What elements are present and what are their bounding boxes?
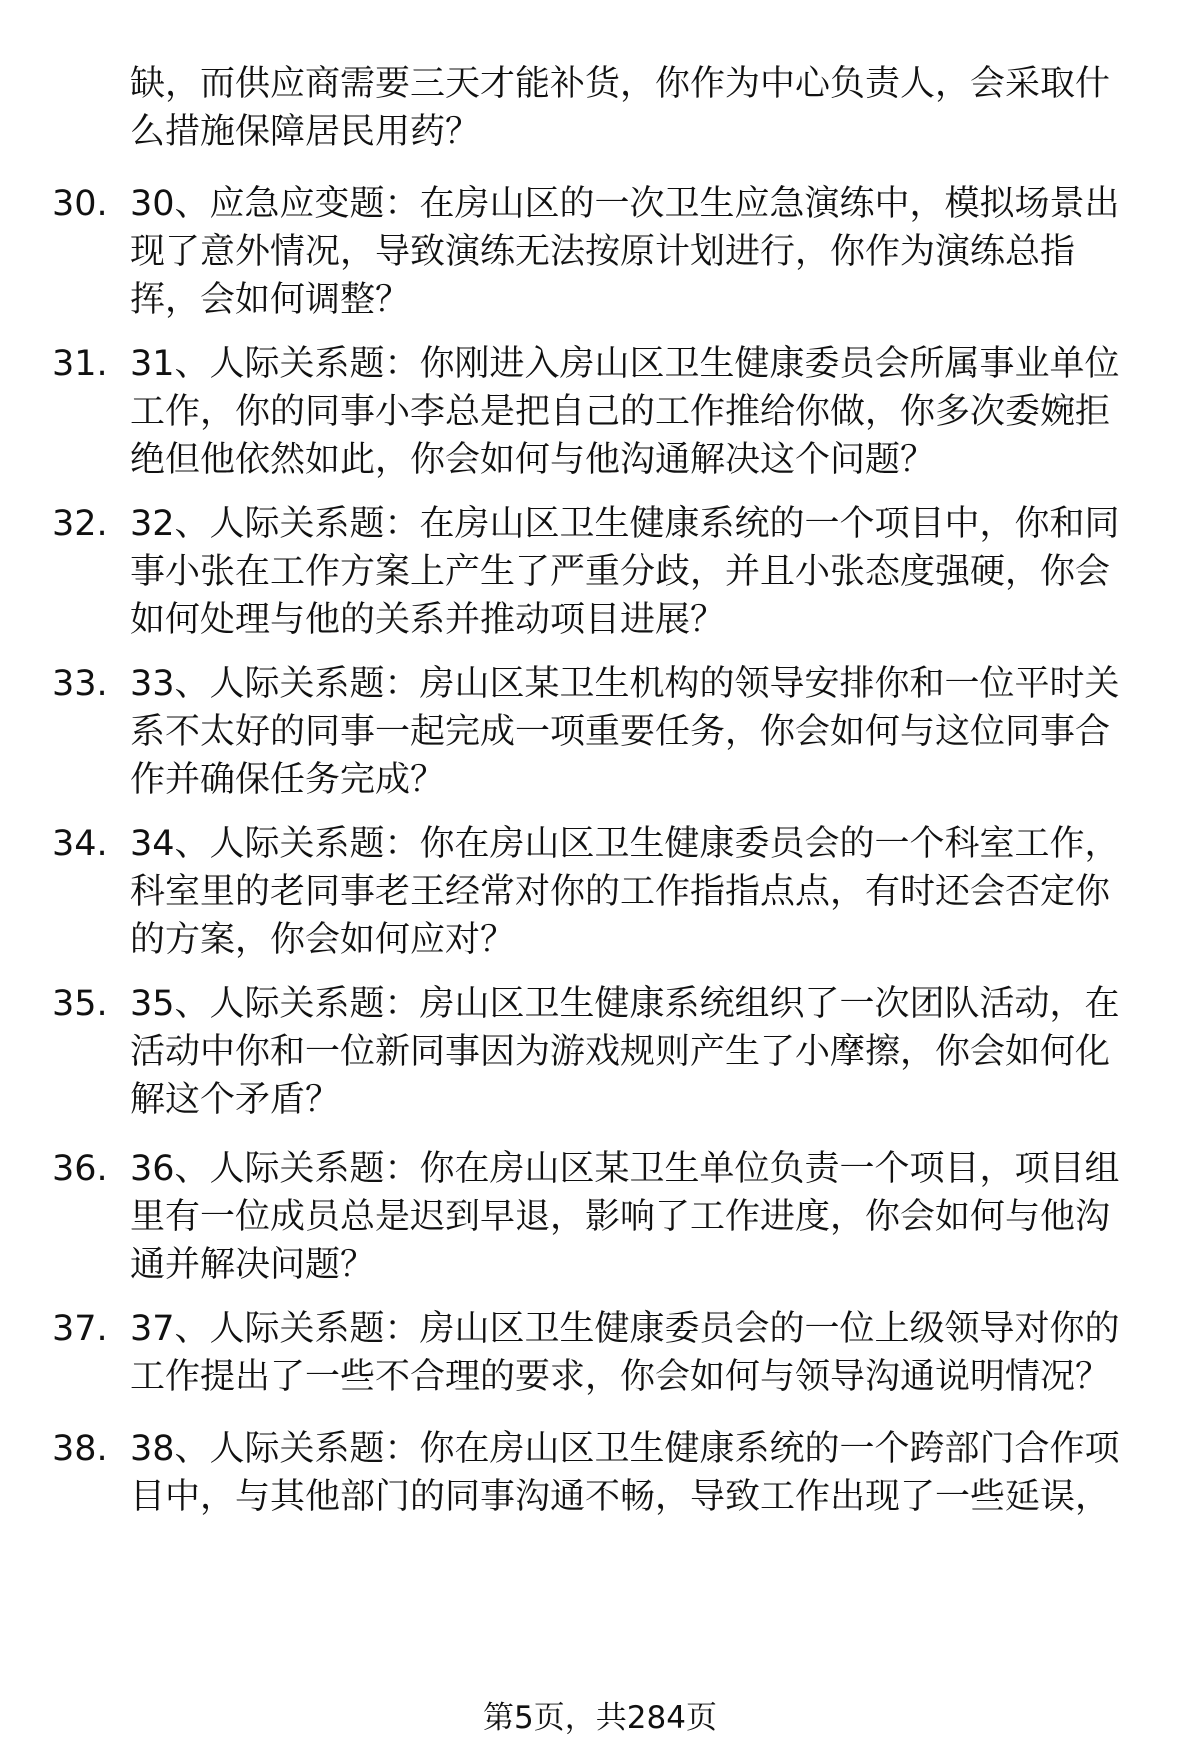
question-text bbox=[130, 340, 1140, 484]
text-line: 现了意外情况，导致演练无法按原计划进行，你作为演练总指 bbox=[130, 232, 1076, 272]
continued-paragraph bbox=[130, 60, 1140, 156]
question-number: 35. bbox=[52, 984, 108, 1024]
text-line: 37、人际关系题：房山区卫生健康委员会的一位上级领导对你的 bbox=[130, 1309, 1120, 1349]
question-text bbox=[130, 820, 1140, 964]
text-line: 作并确保任务完成？ bbox=[130, 760, 446, 800]
text-line: 38、人际关系题：你在房山区卫生健康系统的一个跨部门合作项 bbox=[130, 1429, 1120, 1469]
question-number: 32. bbox=[52, 504, 108, 544]
text-line: 35、人际关系题：房山区卫生健康系统组织了一次团队活动，在 bbox=[130, 984, 1120, 1024]
text-line: 里有一位成员总是迟到早退，影响了工作进度，你会如何与他沟 bbox=[130, 1197, 1111, 1237]
question-number: 34. bbox=[52, 824, 108, 864]
question-text bbox=[130, 1305, 1140, 1401]
text-line: 挥，会如何调整？ bbox=[130, 280, 411, 320]
question-number: 30. bbox=[52, 184, 108, 224]
text-line: 系不太好的同事一起完成一项重要任务，你会如何与这位同事合 bbox=[130, 712, 1111, 752]
question-number: 37. bbox=[52, 1309, 108, 1349]
text-line: 的方案，你会如何应对？ bbox=[130, 920, 516, 960]
question-text bbox=[130, 1145, 1140, 1289]
question-text bbox=[130, 180, 1140, 324]
page-number-footer: 第5页，共284页 bbox=[483, 1700, 717, 1736]
text-line: 缺，而供应商需要三天才能补货，你作为中心负责人，会采取什 bbox=[130, 64, 1111, 104]
text-line: 33、人际关系题：房山区某卫生机构的领导安排你和一位平时关 bbox=[130, 664, 1120, 704]
text-line: 绝但他依然如此，你会如何与他沟通解决这个问题？ bbox=[130, 440, 936, 480]
text-line: 科室里的老同事老王经常对你的工作指指点点，有时还会否定你 bbox=[130, 872, 1111, 912]
text-line: 36、人际关系题：你在房山区某卫生单位负责一个项目，项目组 bbox=[130, 1149, 1120, 1189]
text-line: 解这个矛盾？ bbox=[130, 1080, 341, 1120]
text-line: 目中，与其他部门的同事沟通不畅，导致工作出现了一些延误， bbox=[130, 1477, 1111, 1517]
text-line: 34、人际关系题：你在房山区卫生健康委员会的一个科室工作， bbox=[130, 824, 1120, 864]
question-number: 38. bbox=[52, 1429, 108, 1469]
text-line: 事小张在工作方案上产生了严重分歧，并且小张态度强硬，你会 bbox=[130, 552, 1111, 592]
text-line: 32、人际关系题：在房山区卫生健康系统的一个项目中，你和同 bbox=[130, 504, 1120, 544]
question-number: 31. bbox=[52, 344, 108, 384]
text-line: 工作提出了一些不合理的要求，你会如何与领导沟通说明情况？ bbox=[130, 1357, 1111, 1397]
text-line: 通并解决问题？ bbox=[130, 1245, 376, 1285]
text-line: 30、应急应变题：在房山区的一次卫生应急演练中，模拟场景出 bbox=[130, 184, 1120, 224]
question-text bbox=[130, 500, 1140, 644]
text-line: 如何处理与他的关系并推动项目进展？ bbox=[130, 600, 726, 640]
question-text bbox=[130, 1425, 1140, 1521]
text-line: 么措施保障居民用药？ bbox=[130, 112, 481, 152]
question-text bbox=[130, 980, 1140, 1124]
question-text bbox=[130, 660, 1140, 804]
text-line: 工作，你的同事小李总是把自己的工作推给你做，你多次委婉拒 bbox=[130, 392, 1111, 432]
text-line: 31、人际关系题：你刚进入房山区卫生健康委员会所属事业单位 bbox=[130, 344, 1120, 384]
question-number: 36. bbox=[52, 1149, 108, 1189]
text-line: 活动中你和一位新同事因为游戏规则产生了小摩擦，你会如何化 bbox=[130, 1032, 1111, 1072]
question-number: 33. bbox=[52, 664, 108, 704]
